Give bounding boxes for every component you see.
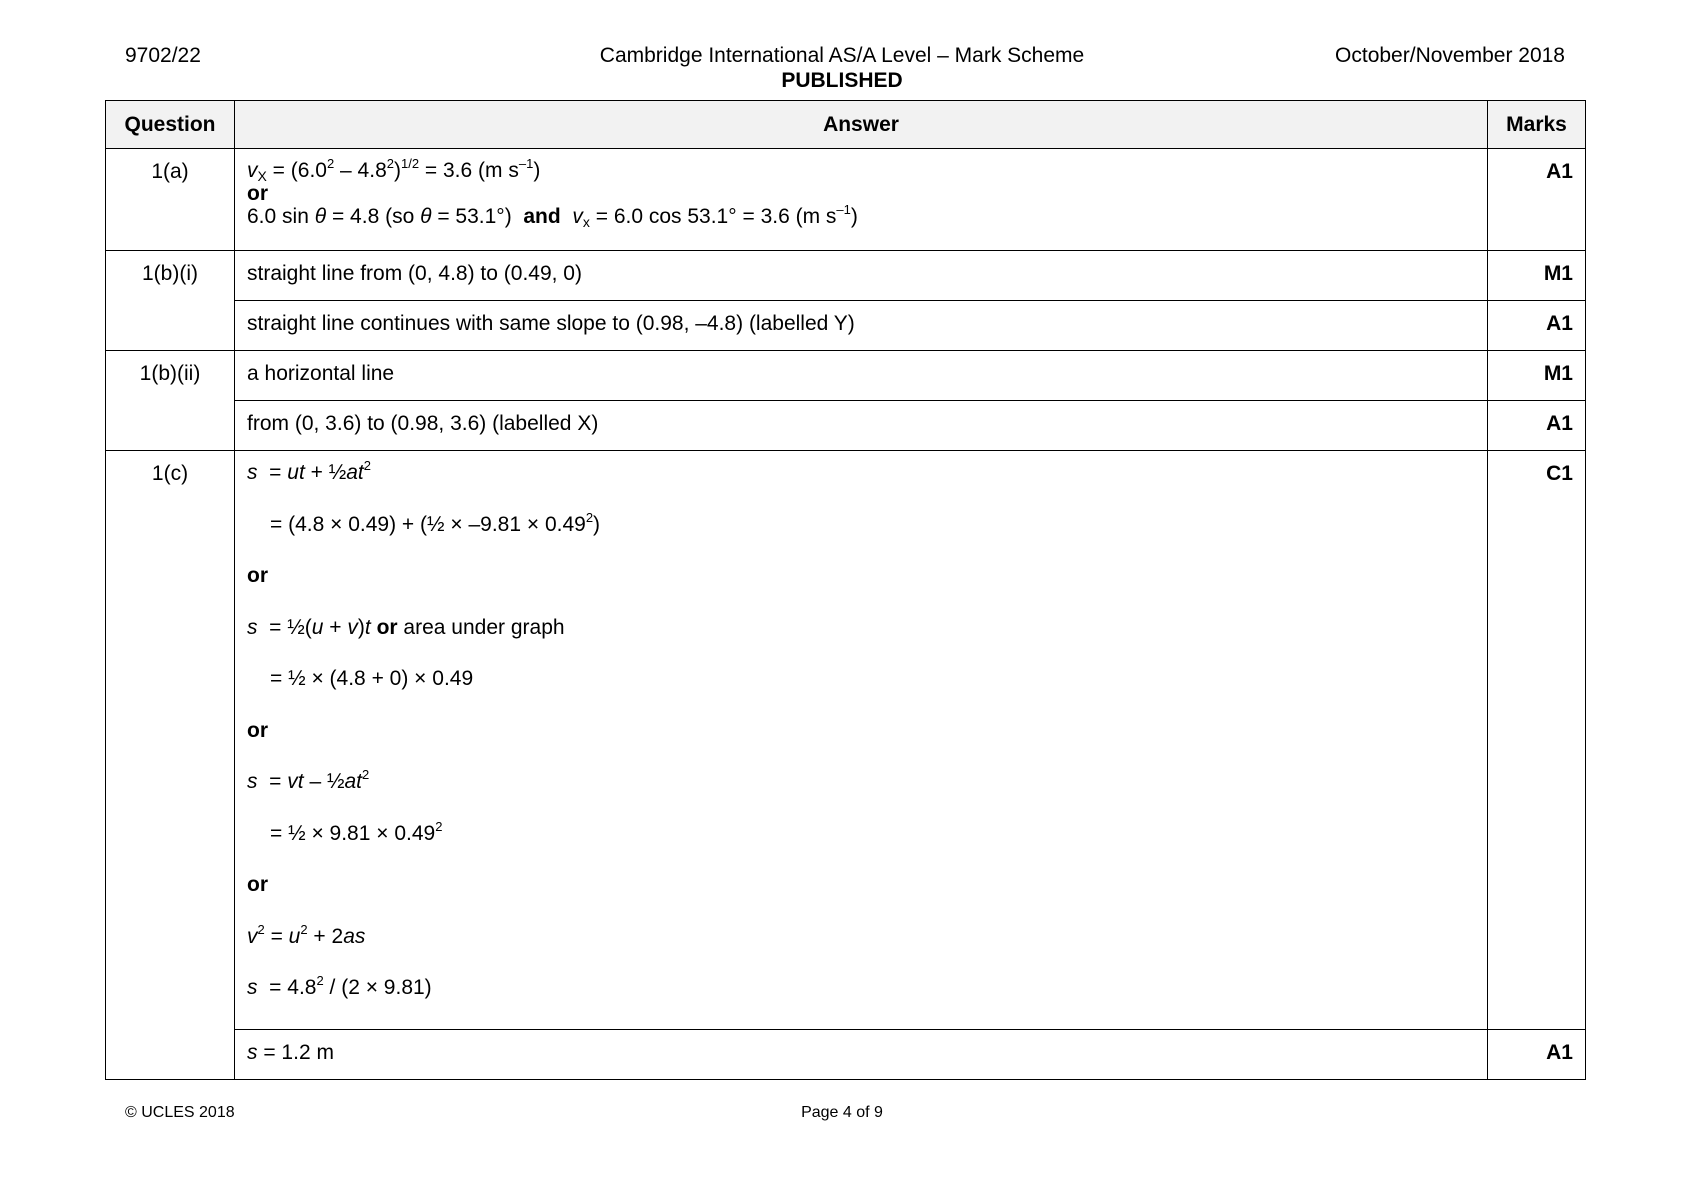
- column-header-question: Question: [106, 101, 235, 149]
- answer-line: or: [247, 564, 268, 587]
- table-row: [106, 251, 1586, 301]
- answer-line: $v_X = (6.0^2 - 4.8^2)^{1/2} = 3.6$ (m $s^{-1}$): [247, 156, 541, 184]
- answer-line: $v^2 = u^2 + 2as$: [247, 921, 366, 948]
- published-label: PUBLISHED: [781, 69, 903, 92]
- answer-line: s = ½(u + v)t or area under graph: [247, 615, 565, 639]
- table-header-row: [106, 101, 1586, 149]
- mark-cell: M1: [1488, 251, 1586, 301]
- answer-cell: a horizontal line: [235, 351, 1488, 401]
- mark-cell: A1: [1488, 1029, 1586, 1079]
- answer-line: = (4.8 × 0.49) + (½ × $-9.81 \times 0.49^2$): [270, 509, 601, 536]
- table-row: [106, 401, 1586, 451]
- answer-line: $s = 4.8^2 / (2 \times 9.81)$: [247, 973, 432, 999]
- mark-cell: A1: [1488, 149, 1586, 251]
- answer-cell: s = 1.2 m: [235, 1029, 1488, 1079]
- column-header-answer: Answer: [235, 101, 1488, 149]
- question-number: 1(a): [106, 149, 235, 251]
- page-number: Page 4 of 9: [801, 1104, 883, 1121]
- table-row: [106, 451, 1586, 1030]
- mark-cell: C1: [1488, 451, 1586, 1030]
- answer-line: = ½ × (4.8 + 0) × 0.49: [270, 667, 474, 690]
- answer-cell: straight line continues with same slope to (0.98, –4.8) (labelled Y): [235, 301, 1488, 351]
- table-row: [106, 351, 1586, 401]
- table-row: [106, 149, 1586, 251]
- answer-cell: from (0, 3.6) to (0.98, 3.6) (labelled X): [235, 401, 1488, 451]
- table-row: [106, 301, 1586, 351]
- document-code: 9702/22: [125, 44, 201, 67]
- answer-line: = ½ × $9.81 \times 0.49^2$: [270, 818, 443, 845]
- document-title: Cambridge International AS/A Level – Mark Scheme: [599, 44, 1085, 67]
- answer-line: or: [247, 182, 268, 205]
- column-header-marks: Marks: [1488, 101, 1586, 149]
- table-row: [106, 1029, 1586, 1079]
- answer-line: s = ut + $\frac{1}{2}at^2$: [247, 458, 371, 484]
- mark-cell: A1: [1488, 301, 1586, 351]
- question-number: 1(b)(i): [106, 251, 235, 351]
- answer-cell: [235, 149, 1488, 251]
- mark-cell: M1: [1488, 351, 1586, 401]
- answer-cell: straight line from (0, 4.8) to (0.49, 0): [235, 251, 1488, 301]
- mark-scheme-table: [105, 100, 1586, 1080]
- mark-cell: A1: [1488, 401, 1586, 451]
- answer-line: or: [247, 718, 268, 742]
- exam-session: October/November 2018: [1335, 44, 1565, 67]
- answer-cell: [235, 451, 1488, 1030]
- copyright-notice: © UCLES 2018: [125, 1104, 235, 1121]
- question-number: 1(c): [106, 451, 235, 1080]
- answer-line: 6.0 sin θ = 4.8 (so θ = 53.1°) and $v_x = 6.0$ cos 53.1° = 3.6 (m $s^{-1}$): [247, 202, 858, 230]
- answer-line: or: [247, 873, 268, 896]
- answer-line: s = vt – $\frac{1}{2}at^2$: [247, 767, 370, 793]
- question-number: 1(b)(ii): [106, 351, 235, 451]
